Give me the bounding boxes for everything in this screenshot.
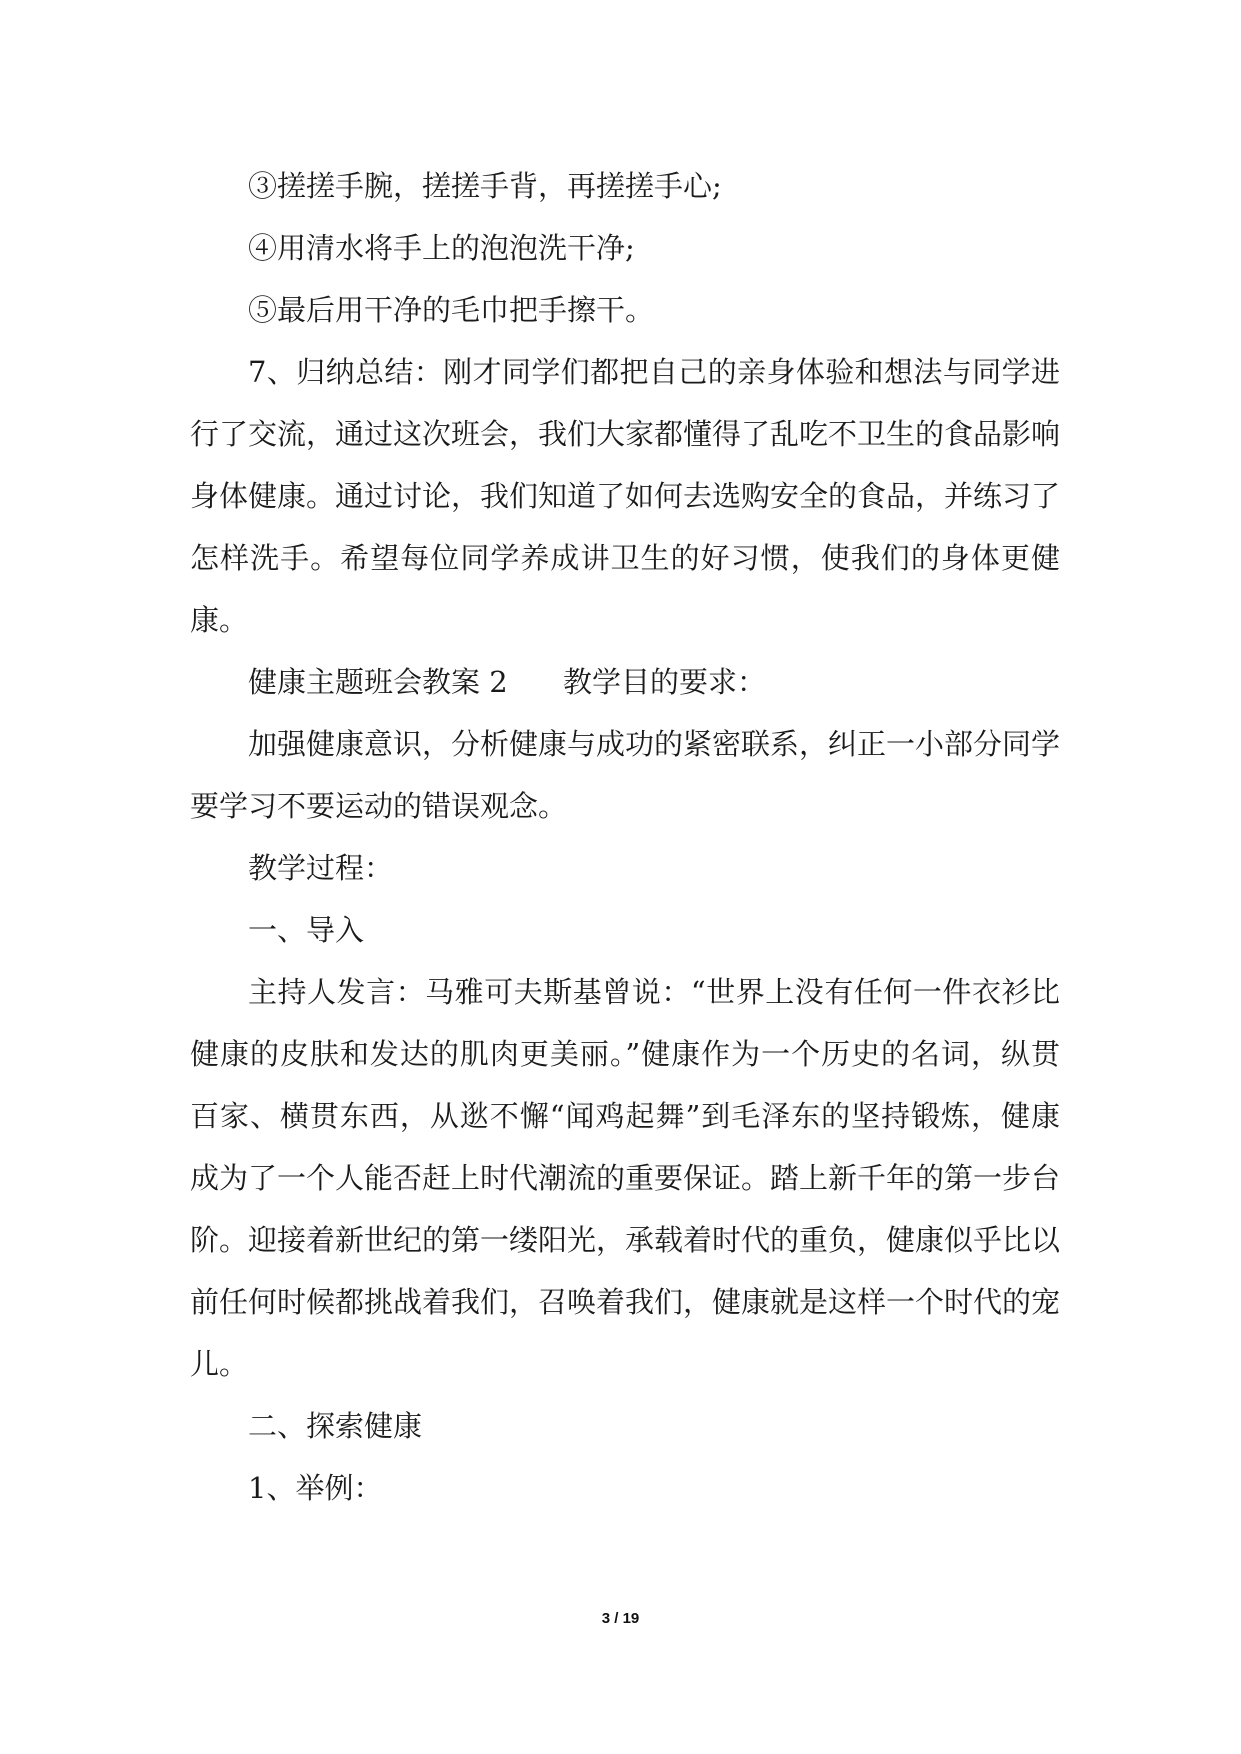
paragraph-step-5: ⑤最后用干净的毛巾把手擦干。 [248, 293, 655, 327]
paragraph-teaching-process: 教学过程： [248, 851, 394, 885]
paragraph-host-speech: 主持人发言：马雅可夫斯基曾说：“世界上没有任何一件衣衫比健康的皮肤和发达的肌肉更美丽。”健康作为一个历史的名词，纵贯百家、横贯东西，从逖不懈“闻鸡起舞”到毛泽东的坚持锻炼，健康成为了一个人能否赶上时代潮流的重要保证。踏上新千年的第一步台阶。迎接着新世纪的第一缕阳光，承载着时代的重负，健康似乎比以前任何时候都挑战着我们，召唤着我们，健康就是这样一个时代的宠儿。 [190, 975, 1061, 1381]
paragraph-section-explore-health: 二、探索健康 [248, 1409, 423, 1443]
paragraph-teaching-goals: 加强健康意识，分析健康与成功的紧密联系，纠正一小部分同学要学习不要运动的错误观念。 [190, 727, 1061, 823]
page-number: 3 / 19 [601, 1610, 640, 1627]
paragraph-step-4: ④用清水将手上的泡泡洗干净; [248, 231, 635, 265]
paragraph-section-introduction: 一、导入 [248, 913, 365, 947]
paragraph-lesson-plan-2-heading: 健康主题班会教案 2 教学目的要求： [248, 665, 766, 699]
paragraph-examples: 1、举例： [248, 1471, 383, 1505]
document-body [190, 155, 1060, 1519]
paragraph-step-3: ③搓搓手腕，搓搓手背，再搓搓手心; [248, 169, 722, 203]
paragraph-summary: 7、归纳总结：刚才同学们都把自己的亲身体验和想法与同学进行了交流，通过这次班会，我们大家都懂得了乱吃不卫生的食品影响身体健康。通过讨论，我们知道了如何去选购安全的食品，并练习了怎样洗手。希望每位同学养成讲卫生的好习惯，使我们的身体更健康。 [190, 355, 1061, 637]
